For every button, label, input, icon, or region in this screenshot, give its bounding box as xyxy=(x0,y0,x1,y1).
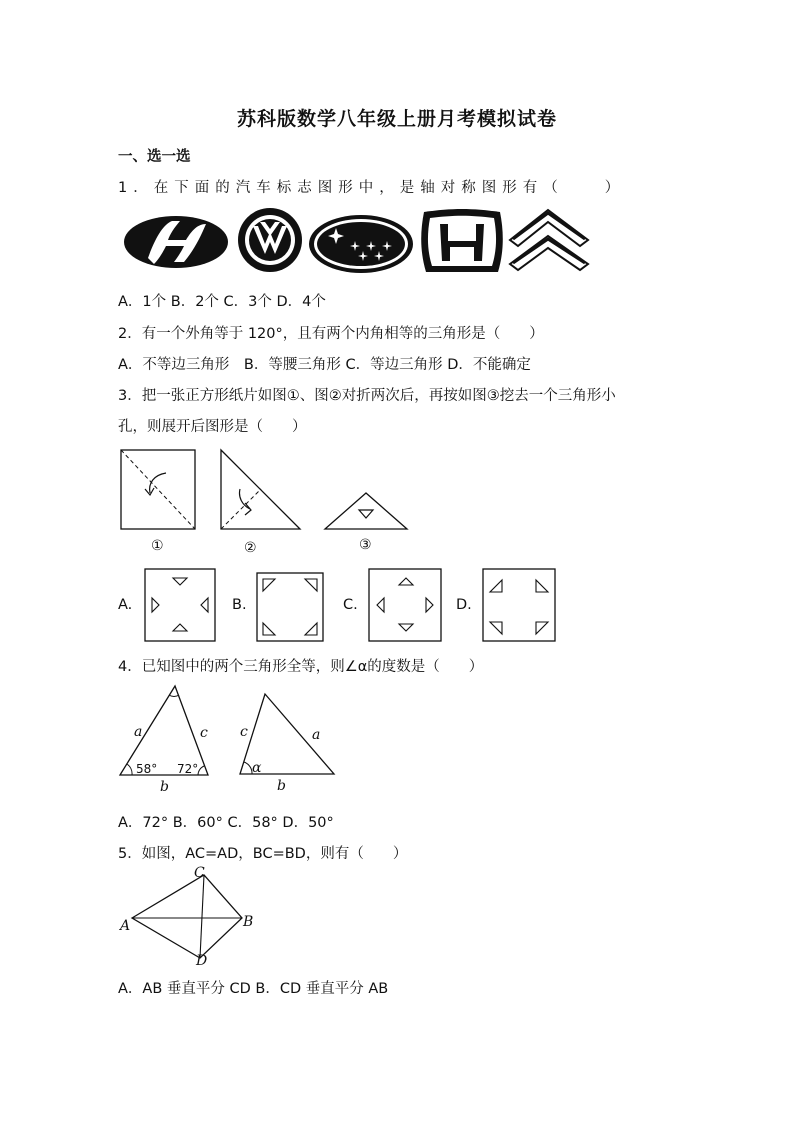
fold-label-2: ② xyxy=(244,540,257,556)
q4-fig1-angle-right: 72° xyxy=(177,762,199,776)
q5-point-b: B xyxy=(243,914,254,930)
fold-step-1-figure xyxy=(121,450,195,529)
q5-point-d: D xyxy=(196,953,208,969)
q4-options: A．72° B．60° C．58° D．50° xyxy=(118,815,334,831)
option-a-figure xyxy=(145,569,215,641)
fold-label-1: ① xyxy=(151,538,164,554)
q3-option-b-label: B. xyxy=(232,597,247,613)
q4-fig1-side-a: a xyxy=(134,724,143,740)
q3-option-d-label: D. xyxy=(456,597,472,613)
q2-stem: 2．有一个外角等于 120°，且有两个内角相等的三角形是（ ） xyxy=(118,326,544,342)
q3-stem-line2: 孔，则展开后图形是（ ） xyxy=(118,419,307,435)
page-title: 苏科版数学八年级上册月考模拟试卷 xyxy=(236,108,557,130)
q5-options: A．AB 垂直平分 CD B．CD 垂直平分 AB xyxy=(118,981,389,997)
option-b-figure xyxy=(257,573,323,641)
citroen-logo-icon xyxy=(510,210,588,270)
option-d-figure xyxy=(483,569,555,641)
q4-fig2-alpha: α xyxy=(252,760,262,776)
honda-logo-icon xyxy=(421,209,503,272)
q1-logo-row xyxy=(122,206,592,282)
fold-step-3-figure xyxy=(325,493,407,529)
q1-stem: 1．在下面的汽车标志图形中，是轴对称图形有（ ） xyxy=(118,180,626,196)
q4-fig1-side-c: c xyxy=(200,725,208,741)
q3-stem-line1: 3．把一张正方形纸片如图①、图②对折两次后，再按如图③挖去一个三角形小 xyxy=(118,388,616,404)
q2-options: A．不等边三角形 B．等腰三角形 C．等边三角形 D．不能确定 xyxy=(118,357,531,373)
q3-option-a-label: A. xyxy=(118,597,133,613)
q4-fig1-angle-left: 58° xyxy=(136,762,158,776)
q4-fig2-side-b: b xyxy=(277,778,286,794)
q3-folding-figures xyxy=(118,445,418,539)
q4-fig1-side-b: b xyxy=(160,779,169,795)
q5-point-a: A xyxy=(120,918,131,934)
q4-stem: 4．已知图中的两个三角形全等，则∠α的度数是（ ） xyxy=(118,659,484,675)
q4-fig2-side-a: a xyxy=(312,727,321,743)
option-c-figure xyxy=(369,569,441,641)
volkswagen-logo-icon xyxy=(238,208,302,272)
fold-label-3: ③ xyxy=(359,537,372,553)
q1-options: A．1个 B．2个 C．3个 D．4个 xyxy=(118,294,326,310)
section-heading: 一、选一选 xyxy=(118,149,191,165)
q3-option-c-label: C. xyxy=(343,597,358,613)
q3-option-figures xyxy=(144,568,564,648)
q5-kite-diagram xyxy=(132,875,242,958)
q4-fig2-side-c: c xyxy=(240,724,248,740)
q5-stem: 5．如图，AC=AD，BC=BD，则有（ ） xyxy=(118,846,408,862)
hyundai-logo-icon xyxy=(124,216,228,268)
subaru-logo-icon xyxy=(309,215,413,273)
fold-step-2-figure xyxy=(221,450,300,529)
q5-point-c: C xyxy=(194,865,205,881)
